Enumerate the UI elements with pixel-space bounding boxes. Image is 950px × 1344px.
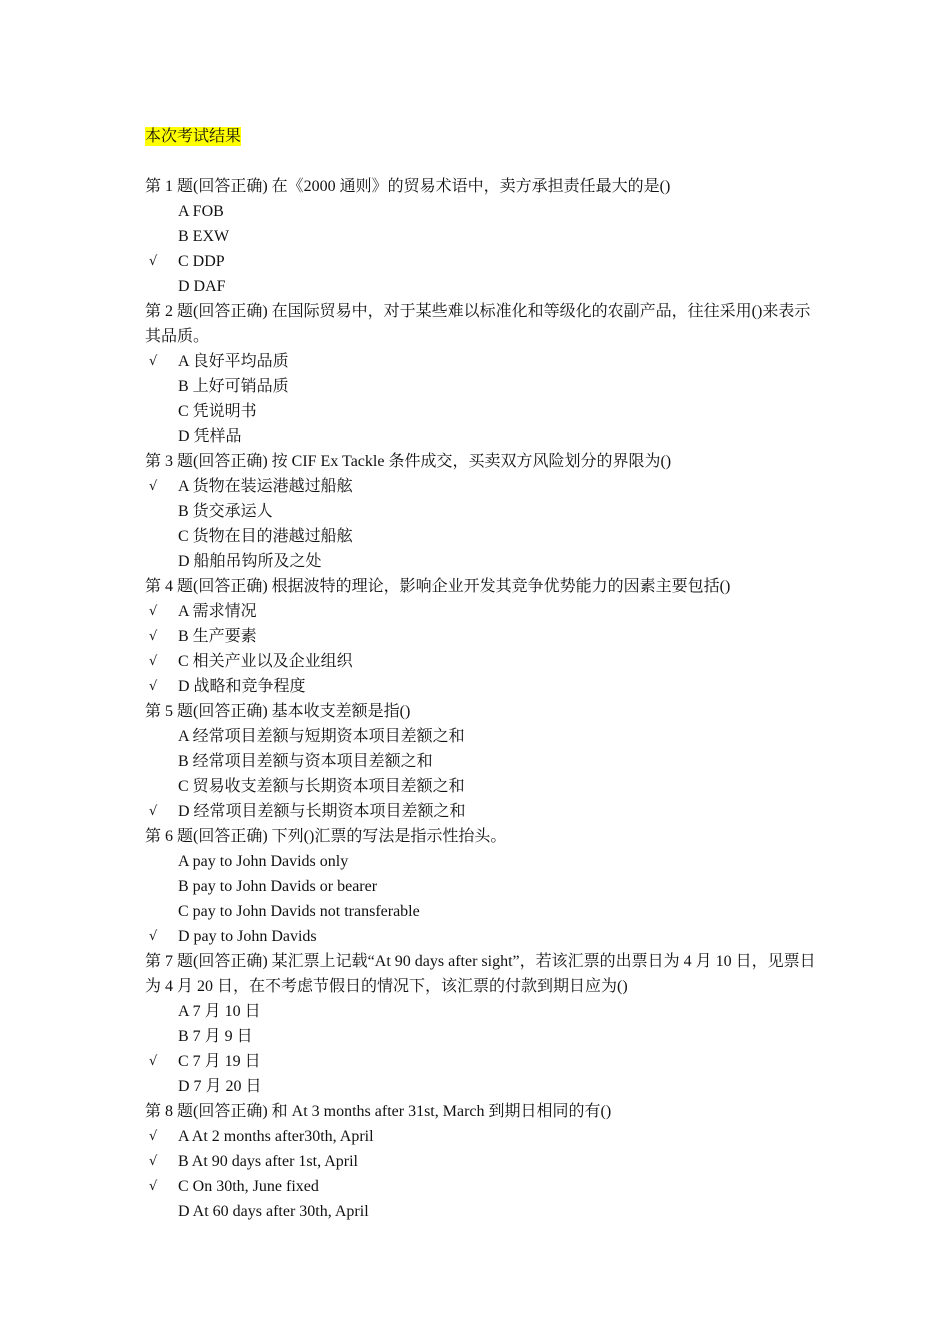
answer-option (145, 849, 825, 874)
option-label: B 上好可销品质 (178, 378, 289, 395)
question-3 (145, 449, 825, 574)
check-mark-icon: √ (149, 1179, 158, 1194)
question-text: 第 7 题(回答正确) 某汇票上记载“At 90 days after sight”，若该汇票的出票日为 4 月 10 日，见票日为 4 月 20 日，在不考虑节假日的情况下，该汇票的付款到期日应为() (145, 953, 816, 995)
check-mark-icon: √ (149, 479, 158, 494)
option-label: C 7 月 19 日 (178, 1053, 261, 1070)
option-label: C 相关产业以及企业组织 (178, 653, 353, 670)
option-label: A pay to John Davids only (178, 853, 349, 870)
answer-option (145, 424, 825, 449)
question-text: 第 8 题(回答正确) 和 At 3 months after 31st, March 到期日相同的有() (145, 1103, 612, 1120)
question-text: 第 6 题(回答正确) 下列()汇票的写法是指示性抬头。 (145, 828, 507, 845)
option-label: C 凭说明书 (178, 403, 257, 420)
answer-option (145, 549, 825, 574)
option-label: D pay to John Davids (178, 928, 317, 945)
option-label: D 凭样品 (178, 428, 242, 445)
answer-option (145, 1049, 825, 1074)
check-mark-icon: √ (149, 1129, 158, 1144)
answer-option (145, 874, 825, 899)
option-label: B 7 月 9 日 (178, 1028, 253, 1045)
question-8 (145, 1099, 825, 1224)
option-label: D DAF (178, 278, 226, 295)
option-label: B pay to John Davids or bearer (178, 878, 378, 895)
answer-option (145, 624, 825, 649)
option-label: B 生产要素 (178, 628, 257, 645)
answer-option (145, 674, 825, 699)
check-mark-icon: √ (149, 254, 158, 269)
question-text: 第 2 题(回答正确) 在国际贸易中，对于某些难以标准化和等级化的农副产品，往往采用()来表示其品质。 (145, 303, 811, 345)
question-5 (145, 699, 825, 824)
option-label: D 战略和竞争程度 (178, 678, 306, 695)
option-label: A FOB (178, 203, 224, 220)
answer-option (145, 1024, 825, 1049)
option-label: D 7 月 20 日 (178, 1078, 262, 1095)
answer-option (145, 399, 825, 424)
answer-option (145, 199, 825, 224)
answer-option (145, 374, 825, 399)
check-mark-icon: √ (149, 604, 158, 619)
check-mark-icon: √ (149, 629, 158, 644)
answer-option (145, 349, 825, 374)
answer-option (145, 799, 825, 824)
option-label: C On 30th, June fixed (178, 1178, 319, 1195)
check-mark-icon: √ (149, 654, 158, 669)
option-label: C 货物在目的港越过船舷 (178, 528, 353, 545)
answer-option (145, 474, 825, 499)
question-6 (145, 824, 825, 949)
answer-option (145, 749, 825, 774)
option-label: A 7 月 10 日 (178, 1003, 261, 1020)
option-label: B At 90 days after 1st, April (178, 1153, 358, 1170)
question-text: 第 4 题(回答正确) 根据波特的理论，影响企业开发其竞争优势能力的因素主要包括() (145, 578, 731, 595)
answer-option (145, 924, 825, 949)
question-4 (145, 574, 825, 699)
check-mark-icon: √ (149, 804, 158, 819)
answer-option (145, 999, 825, 1024)
answer-option (145, 774, 825, 799)
option-label: A 经常项目差额与短期资本项目差额之和 (178, 728, 465, 745)
answer-option (145, 224, 825, 249)
check-mark-icon: √ (149, 679, 158, 694)
check-mark-icon: √ (149, 929, 158, 944)
question-2 (145, 299, 825, 449)
check-mark-icon: √ (149, 354, 158, 369)
question-text: 第 1 题(回答正确) 在《2000 通则》的贸易术语中，卖方承担责任最大的是() (145, 178, 671, 195)
answer-option (145, 1199, 825, 1224)
option-label: A At 2 months after30th, April (178, 1128, 374, 1145)
check-mark-icon: √ (149, 1154, 158, 1169)
answer-option (145, 899, 825, 924)
answer-option (145, 274, 825, 299)
question-1 (145, 174, 825, 299)
option-label: A 需求情况 (178, 603, 257, 620)
exam-result-document (145, 124, 825, 1224)
check-mark-icon: √ (149, 1054, 158, 1069)
option-label: D At 60 days after 30th, April (178, 1203, 369, 1220)
option-label: B EXW (178, 228, 230, 245)
answer-option (145, 1174, 825, 1199)
page-title: 本次考试结果 (145, 128, 242, 145)
answer-option (145, 724, 825, 749)
question-7 (145, 949, 825, 1099)
answer-option (145, 1149, 825, 1174)
answer-option (145, 1124, 825, 1149)
title-line (145, 124, 825, 149)
blank-line (145, 149, 825, 174)
answer-option (145, 649, 825, 674)
question-text: 第 3 题(回答正确) 按 CIF Ex Tackle 条件成交，买卖双方风险划分的界限为() (145, 453, 672, 470)
option-label: A 货物在装运港越过船舷 (178, 478, 353, 495)
option-label: C 贸易收支差额与长期资本项目差额之和 (178, 778, 465, 795)
option-label: C pay to John Davids not transferable (178, 903, 420, 920)
option-label: D 经常项目差额与长期资本项目差额之和 (178, 803, 466, 820)
option-label: B 货交承运人 (178, 503, 273, 520)
option-label: C DDP (178, 253, 225, 270)
answer-option (145, 499, 825, 524)
option-label: B 经常项目差额与资本项目差额之和 (178, 753, 433, 770)
question-list (145, 174, 825, 1224)
question-text: 第 5 题(回答正确) 基本收支差额是指() (145, 703, 411, 720)
answer-option (145, 249, 825, 274)
answer-option (145, 1074, 825, 1099)
option-label: A 良好平均品质 (178, 353, 289, 370)
option-label: D 船舶吊钩所及之处 (178, 553, 322, 570)
answer-option (145, 599, 825, 624)
answer-option (145, 524, 825, 549)
